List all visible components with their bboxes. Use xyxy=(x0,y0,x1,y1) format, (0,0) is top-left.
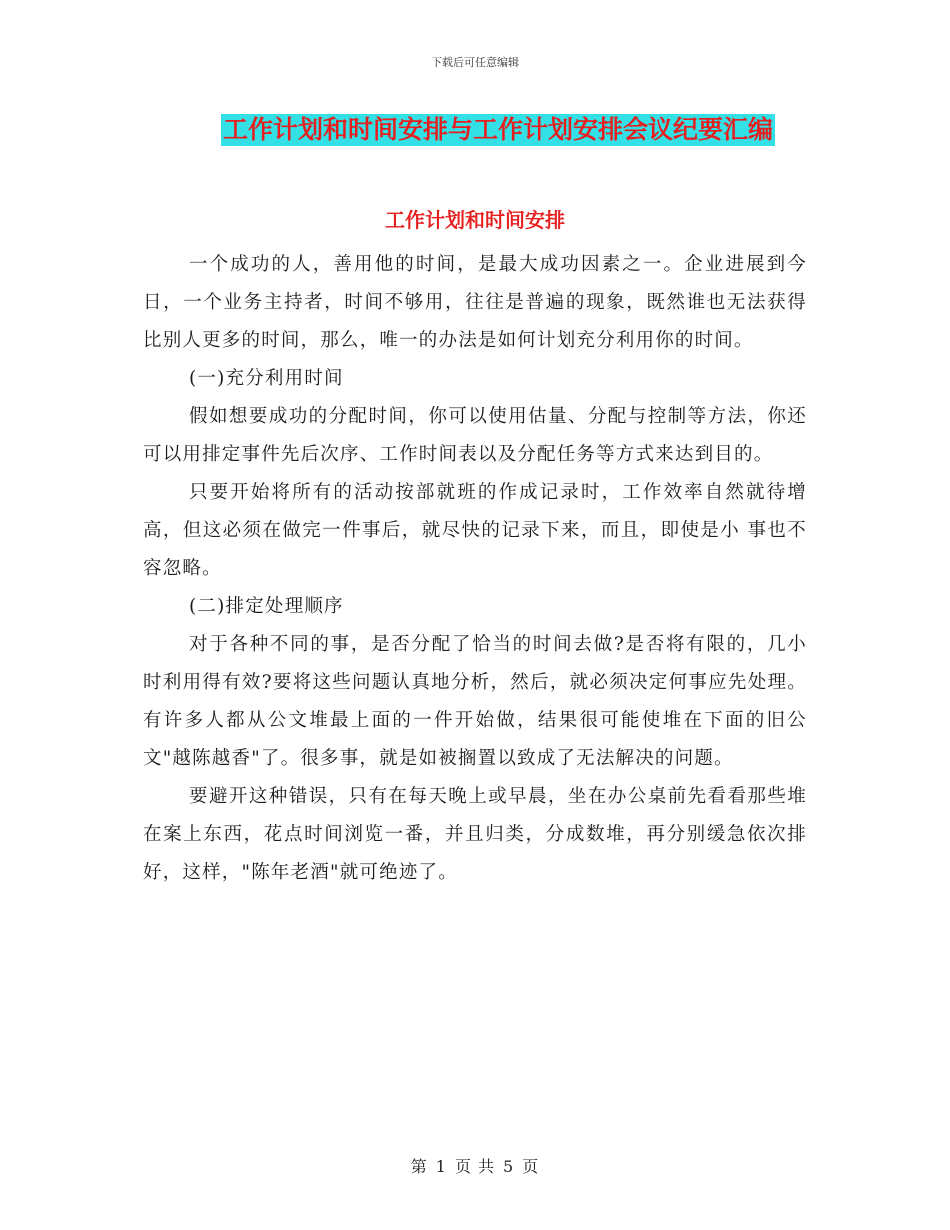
page-header-note: 下载后可任意编辑 xyxy=(431,56,519,69)
subheading-make-full-use-of-time: (一)充分利用时间 xyxy=(189,368,344,389)
paragraph-intro: 一个成功的人，善用他的时间，是最大成功因素之一。企业进展到今日，一个业务主持者，时间不够用，往往是普遍的现象，既然谁也无法获得比别人更多的时间，那么，唯一的办法是如何计划充分利用你的时间。 xyxy=(143,254,807,351)
paragraph-prioritize: 对于各种不同的事，是否分配了恰当的时间去做?是否将有限的，几小时利用得有效?要将这些问题认真地分析，然后，就必须决定何事应先处理。有许多人都从公文堆最上面的一件开始做，结果很可能使堆在下面的旧公文"越陈越香"了。很多事，就是如被搁置以致成了无法解决的问题。 xyxy=(143,634,807,769)
footer-prefix: 第 xyxy=(410,1157,428,1176)
footer-total-pages: 5 xyxy=(503,1157,515,1176)
page-footer xyxy=(0,1154,950,1177)
paragraph-allocate-time: 假如想要成功的分配时间，你可以使用估量、分配与控制等方法，你还可以用排定事件先后次序、工作时间表以及分配任务等方式来达到目的。 xyxy=(143,406,807,465)
paragraph-avoid-mistakes: 要避开这种错误，只有在每天晚上或早晨，坐在办公桌前先看看那些堆在案上东西，花点时间浏览一番，并且归类，分成数堆，再分别缓急依次排好，这样，"陈年老酒"就可绝迹了。 xyxy=(143,786,807,883)
subheading-set-order: (二)排定处理顺序 xyxy=(189,596,344,617)
paragraph-record-activities: 只要开始将所有的活动按部就班的作成记录时，工作效率自然就待增高，但这必须在做完一件事后，就尽快的记录下来，而且，即使是小 事也不容忽略。 xyxy=(143,482,807,579)
section-title: 工作计划和时间安排 xyxy=(385,208,565,232)
document-title: 工作计划和时间安排与工作计划安排会议纪要汇编 xyxy=(222,115,773,144)
footer-middle: 页 共 xyxy=(454,1157,496,1176)
document-title-container xyxy=(0,114,950,146)
document-body xyxy=(143,246,807,892)
footer-suffix: 页 xyxy=(522,1157,540,1176)
footer-page-number: 1 xyxy=(435,1157,447,1176)
